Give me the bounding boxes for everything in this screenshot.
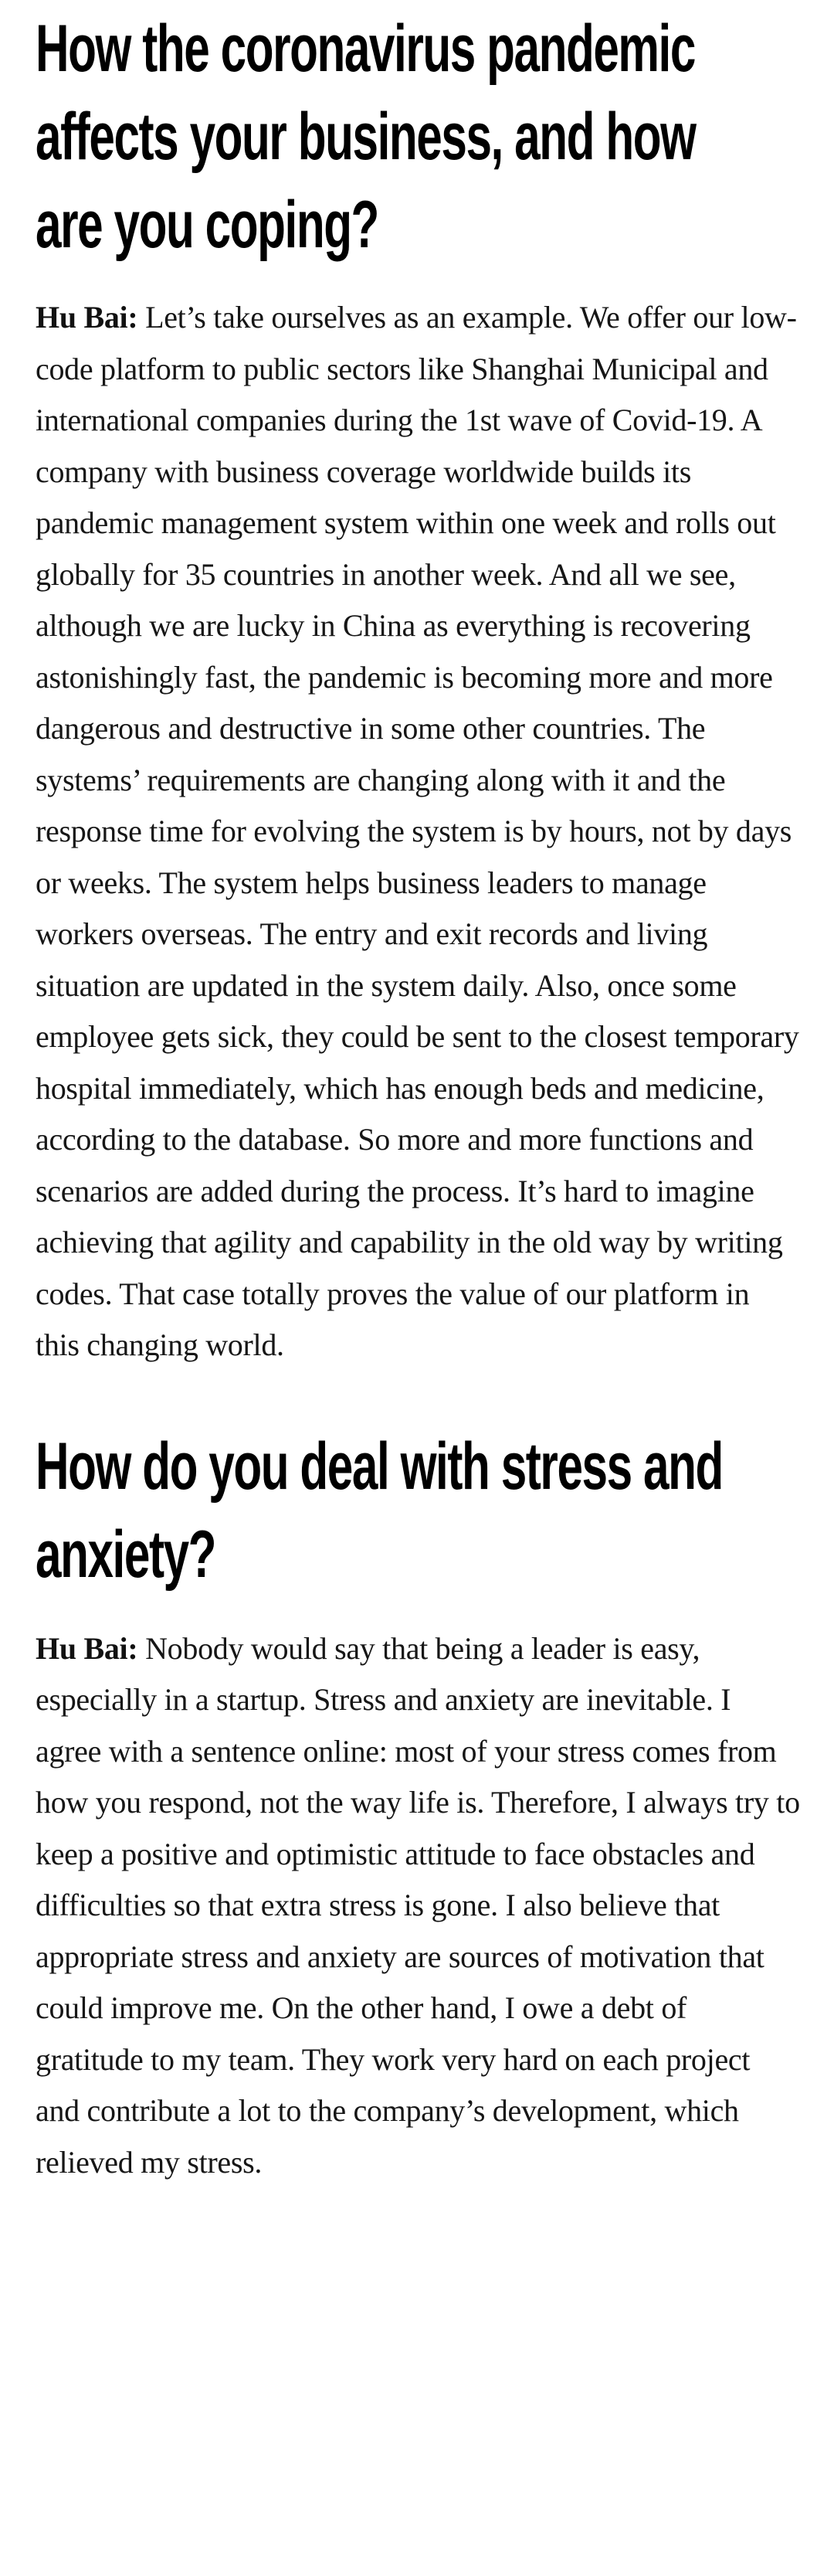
heading-line: How do you deal with stress and	[36, 1429, 723, 1504]
heading-line: are you coping?	[36, 188, 378, 262]
question-heading-pandemic	[36, 5, 800, 269]
speaker-name: Hu Bai:	[36, 1630, 138, 1666]
answer-text: Let’s take ourselves as an example. We offer our low-code platform to public sectors like Shanghai Municipal and international companies during the 1st wave of Covid-19. A company with business coverage worldwide builds its pandemic management system within one week and rolls out globally for 35 countries in another week. And all we see, although we are lucky in China as everything is recovering astonishingly fast, the pandemic is becoming more and more dangerous and destructive in some other countries. The systems’ requirements are changing along with it and the response time for evolving the system is by hours, not by days or weeks. The system helps business leaders to manage workers overseas. The entry and exit records and living situation are updated in the system daily. Also, once some employee gets sick, they could be sent to the closest temporary hospital immediately, which has enough beds and medicine, according to the database. So more and more functions and scenarios are added during the process. It’s hard to imagine achieving that agility and capability in the old way by writing codes. That case totally proves the value of our platform in this changing world.	[36, 300, 799, 1362]
heading-line: anxiety?	[36, 1517, 216, 1592]
heading-line: How the coronavirus pandemic	[36, 12, 695, 86]
speaker-name: Hu Bai:	[36, 300, 138, 335]
heading-line: affects your business, and how	[36, 100, 696, 174]
answer-paragraph-stress	[36, 1623, 800, 2189]
answer-paragraph-pandemic	[36, 292, 800, 1371]
answer-text: Nobody would say that being a leader is easy, especially in a startup. Stress and anxiety are inevitable. I agree with a sentence online: most of your stress comes from how you respond, not the way life is. Therefore, I always try to keep a positive and optimistic attitude to face obstacles and difficulties so that extra stress is gone. I also believe that appropriate stress and anxiety are sources of motivation that could improve me. On the other hand, I owe a debt of gratitude to my team. They work very hard on each project and contribute a lot to the company’s development, which relieved my stress.	[36, 1630, 800, 2180]
question-heading-stress	[36, 1422, 800, 1599]
